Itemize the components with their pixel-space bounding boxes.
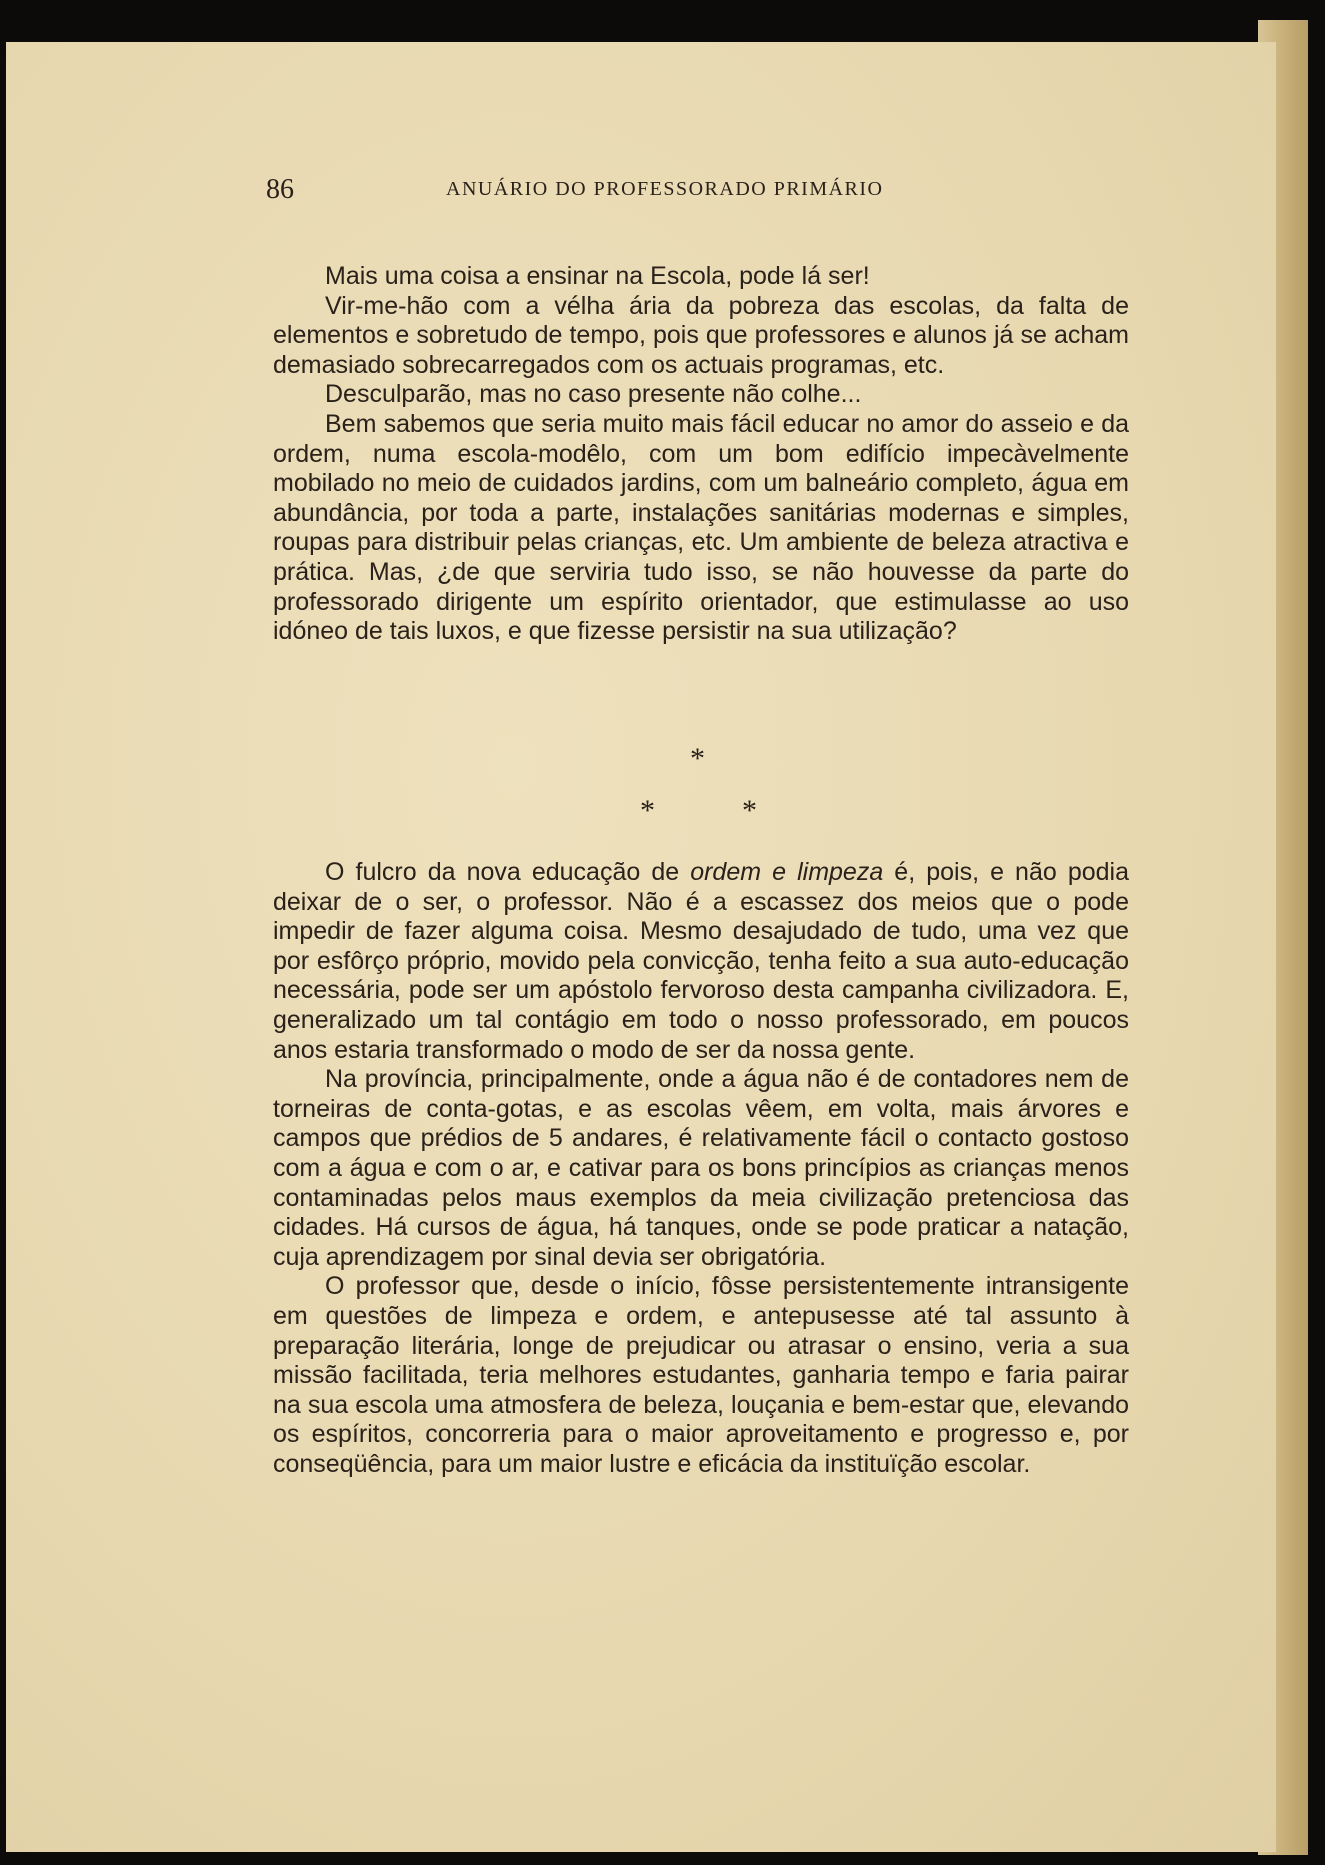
paragraph: Mais uma coisa a ensinar na Escola, pode lá ser! <box>325 262 870 290</box>
asterism-star: * <box>690 742 705 775</box>
running-title: ANUÁRIO DO PROFESSORADO PRIMÁRIO <box>446 178 884 200</box>
running-head <box>266 168 946 208</box>
paragraph-text: O fulcro da nova educação de <box>325 858 691 886</box>
paragraph: O professor que, desde o início, fôsse persistentemente intransigente em questões de limpeza e ordem, e antepusesse até tal assunto à preparação literária, longe de prejudicar ou atrasar o ensino, veria a sua missão facilitada, teria melhores estudantes, ganharia tempo e faria pairar na sua escola uma atmosfera de beleza, louçania e bem-estar que, elevando os espíritos, concorreria para o maior aproveitamento e progresso e, por conseqüência, para um maior lustre e eficácia da instituïção escolar. <box>273 1272 1129 1478</box>
paragraph: Desculparão, mas no caso presente não colhe... <box>325 380 862 409</box>
asterism-star: * <box>742 794 757 827</box>
paragraph-text: é, pois, e não podia deixar de o ser, o professor. Não é a escassez dos meios que o pode impedir de fazer alguma coisa. Mesmo desajudado de tudo, uma vez que por esfôrço próprio, movido pela convicção, tenha feito a sua auto-educação necessária, pode ser um apóstolo fervoroso desta campanha civilizadora. E, generalizado um tal contágio em todo o nosso professorado, em poucos anos estaria transformado o modo de ser da nossa gente. <box>273 858 1129 1064</box>
paragraph <box>273 858 1129 1065</box>
text-block-upper <box>273 262 1129 647</box>
paragraph: Vir-me-hão com a vélha ária da pobreza das escolas, da falta de elementos e sobretudo de tempo, pois que professores e alunos já se acham demasiado sobrecarregados com os actuais programas, etc. <box>273 291 1129 379</box>
paragraph: Na província, principalmente, onde a água não é de contadores nem de torneiras de conta-gotas, e as escolas vêem, em volta, mais árvores e campos que prédios de 5 andares, é relativamente fácil o contacto gostoso com a água e com o ar, e cativar para os bons princípios as crianças menos contaminadas pelos maus exemplos da meia civilização pretenciosa das cidades. Há cursos de água, há tanques, onde se pode praticar a natação, cuja aprendizagem por sinal devia ser obrigatória. <box>273 1065 1129 1271</box>
emphasis-text: ordem e limpeza <box>690 858 884 886</box>
page-number: 86 <box>266 174 294 205</box>
paragraph: Bem sabemos que seria muito mais fácil educar no amor do asseio e da ordem, numa escola-modêlo, com um bom edifício impecàvelmente mobilado no meio de cuidados jardins, com um balneário completo, água em abundância, por toda a parte, instalações sanitárias modernas e simples, roupas para distribuir pelas crianças, etc. Um ambiente de beleza atractiva e prática. Mas, ¿de que serviria tudo isso, se não houvesse da parte do professorado dirigente um espírito orientador, que estimulasse ao uso idóneo de tais luxos, e que fizesse persistir na sua utilização? <box>273 409 1129 646</box>
asterism-star: * <box>640 794 655 827</box>
text-block-lower <box>273 858 1129 1479</box>
